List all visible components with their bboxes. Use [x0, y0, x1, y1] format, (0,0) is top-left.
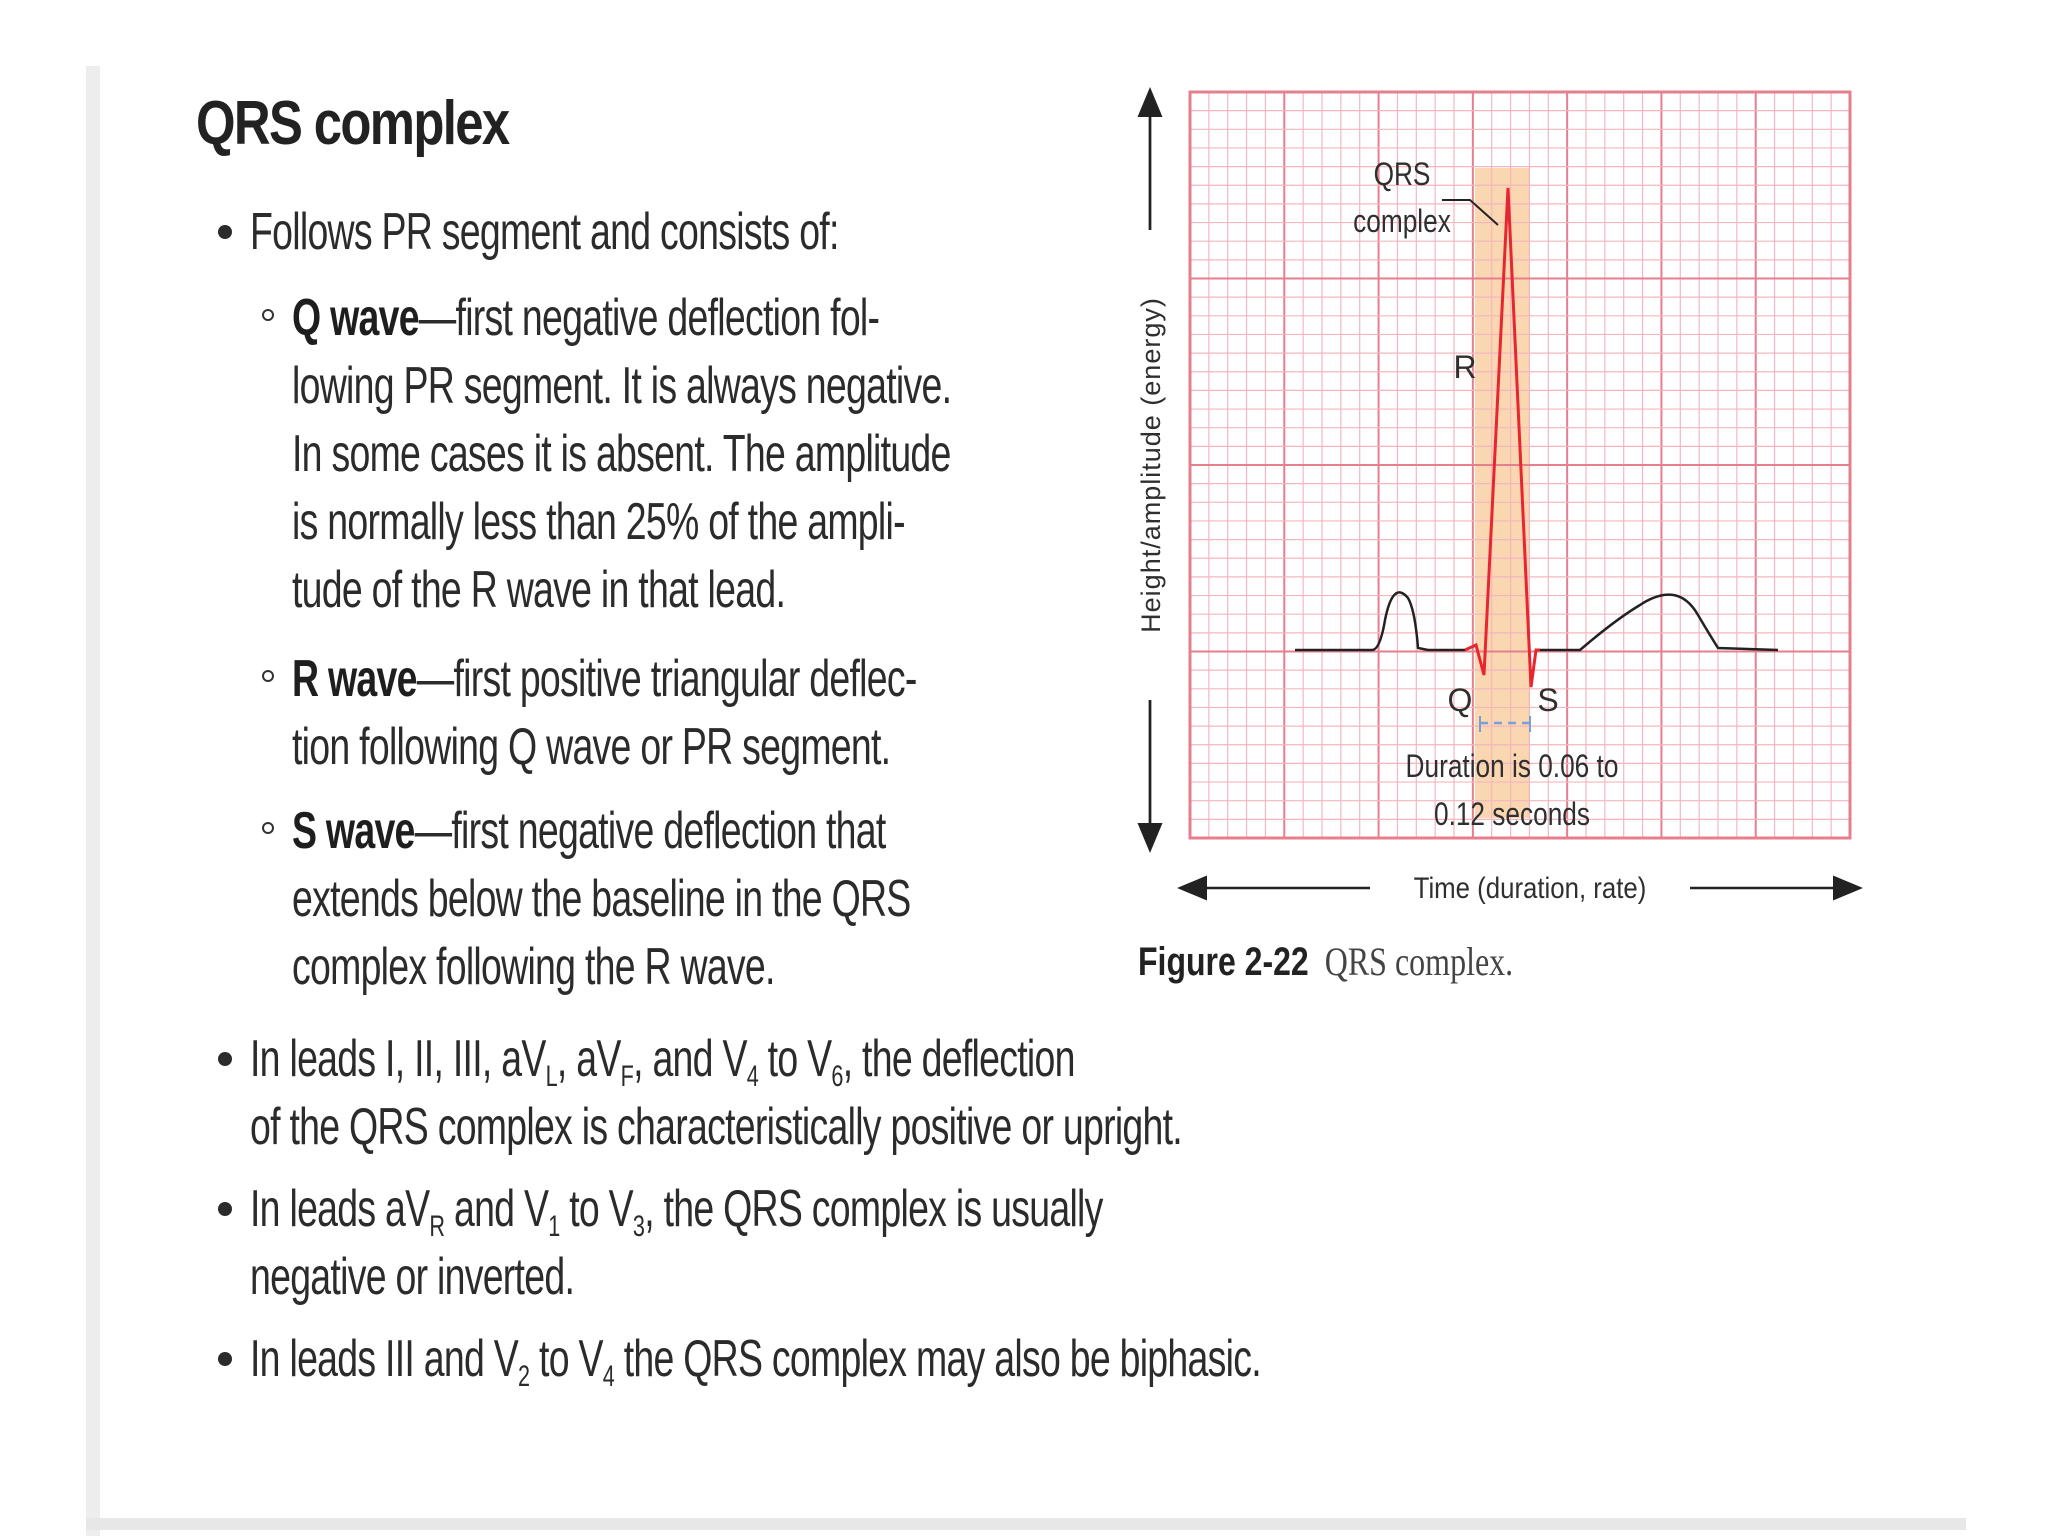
- y-axis-label: Height/amplitude (energy): [1136, 297, 1166, 633]
- qrs-label-line-2: complex: [1353, 204, 1451, 240]
- q-wave-line-4: is normally less than 25% of the ampli-: [292, 493, 905, 551]
- r-label: R: [1453, 349, 1477, 385]
- x-axis-label: Time (duration, rate): [1413, 871, 1647, 905]
- r-wave-term: R wave: [292, 650, 417, 708]
- figure-caption: [1138, 938, 1513, 985]
- r-wave-line-1: R wave—first positive triangular deflec-: [292, 650, 917, 708]
- q-wave-line-3: In some cases it is absent. The amplitude: [292, 425, 951, 483]
- s-wave-line-1: S wave—first negative deflection that: [292, 802, 886, 860]
- q-label: Q: [1447, 682, 1473, 718]
- bullet-dot: [218, 225, 232, 239]
- leads-negative-line-2: negative or inverted.: [250, 1248, 575, 1306]
- page-bottom-edge: [86, 1518, 1966, 1530]
- duration-line-2: 0.12 seconds: [1433, 797, 1591, 833]
- page-left-edge: [86, 66, 100, 1536]
- leads-biphasic-line: In leads III and $V_2$ to $V_4$ the QRS complex may also be biphasic.: [250, 1330, 1261, 1393]
- q-wave-term: Q wave: [292, 289, 419, 347]
- q-wave-line-2: lowing PR segment. It is always negative.: [292, 357, 952, 415]
- duration-line-1: Duration is 0.06 to: [1405, 749, 1619, 785]
- bullet-follows-pr: Follows PR segment and consists of:: [250, 203, 839, 261]
- sub-bullet-ring: [262, 822, 274, 834]
- leads-positive-line-1: In leads I, II, III, $aV_L$, $aV_F$, and $V_4$ to $V_6$, the deflection: [250, 1030, 1075, 1093]
- q-wave-line-5: tude of the R wave in that lead.: [292, 561, 786, 619]
- s-wave-line-2: extends below the baseline in the QRS: [292, 870, 911, 928]
- bullet-dot: [218, 1202, 232, 1216]
- caption-text: QRS complex.: [1324, 939, 1514, 984]
- bullet-dot: [218, 1052, 232, 1066]
- leads-positive-line-2: of the QRS complex is characteristically positive or upright.: [250, 1098, 1182, 1156]
- s-wave-line-3: complex following the R wave.: [292, 938, 775, 996]
- caption-number: Figure 2-22: [1138, 940, 1309, 984]
- s-label: S: [1537, 682, 1559, 718]
- qrs-label-line-1: QRS: [1373, 157, 1431, 193]
- sub-bullet-ring: [262, 309, 274, 321]
- s-wave-term: S wave: [292, 802, 415, 860]
- page-title: QRS complex: [196, 89, 509, 158]
- r-wave-line-2: tion following Q wave or PR segment.: [292, 718, 891, 776]
- sub-bullet-ring: [262, 670, 274, 682]
- q-wave-line-1: Q wave—first negative deflection fol-: [292, 289, 880, 347]
- qrs-figure: [1110, 80, 1870, 920]
- bullet-dot: [218, 1352, 232, 1366]
- leads-negative-line-1: In leads $aV_R$ and $V_1$ to $V_3$, the QRS complex is usually: [250, 1180, 1103, 1243]
